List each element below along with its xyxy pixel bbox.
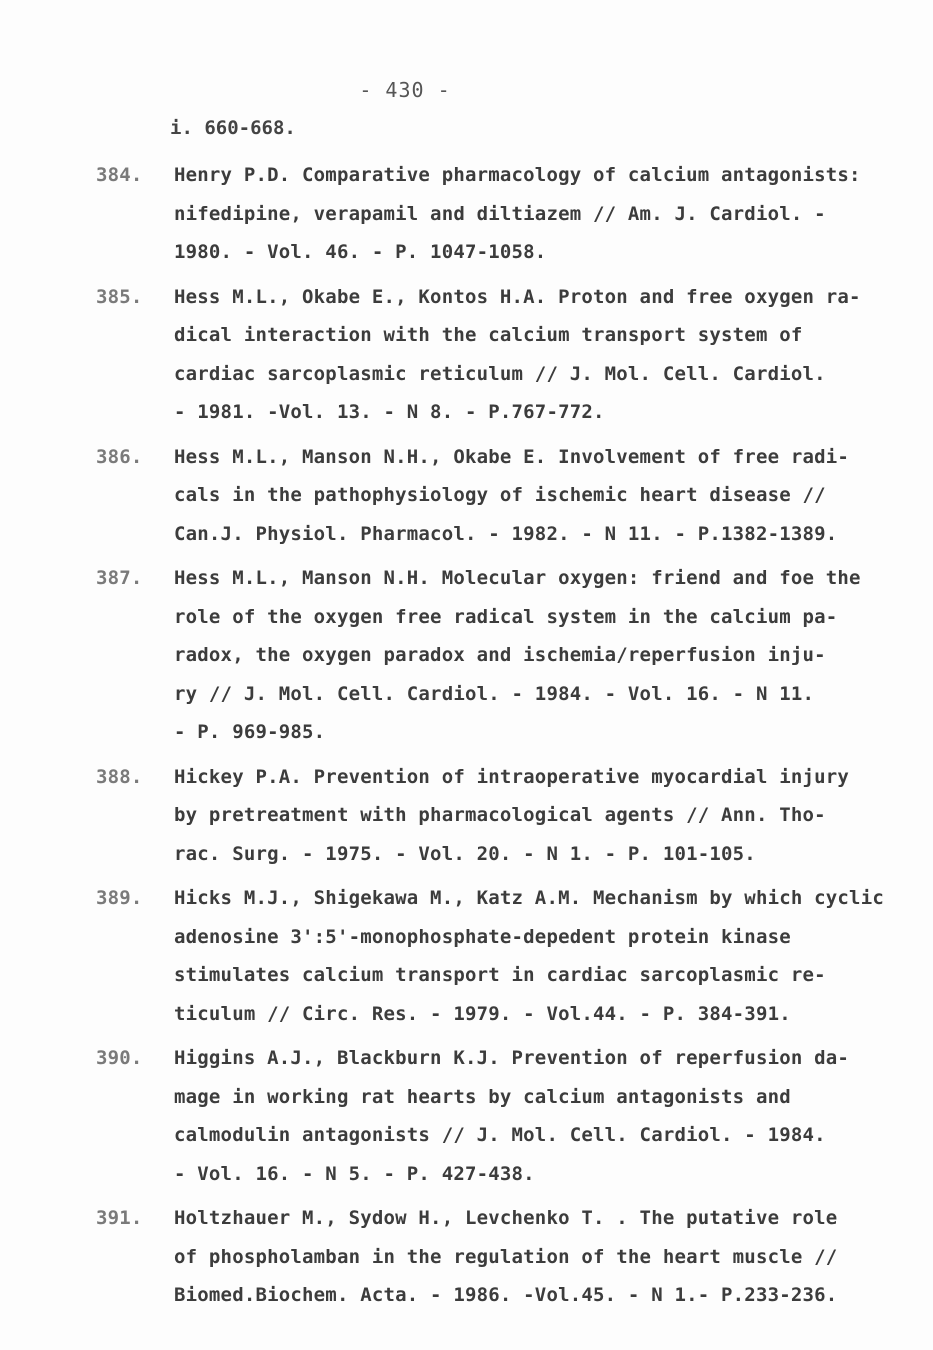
reference-text-line: Hicks M.J., Shigekawa M., Katz A.M. Mechanism by which cyclic [174, 887, 884, 909]
reference-entry [96, 559, 886, 752]
reference-text-line: Hickey P.A. Prevention of intraoperative myocardial injury [174, 765, 850, 788]
reference-text-line: dical interaction with the calcium transport system of [174, 324, 803, 346]
reference-text-line: rac. Surg. - 1975. - Vol. 20. - N 1. - P. 101-105. [174, 842, 756, 865]
reference-text-line: calmodulin antagonists // J. Mol. Cell. Cardiol. - 1984. [174, 1124, 826, 1146]
reference-text-line: Higgins A.J., Blackburn K.J. Prevention of reperfusion da- [174, 1047, 850, 1069]
reference-entry [96, 758, 886, 874]
reference-list [96, 156, 886, 1321]
reference-text-line: ticulum // Circ. Res. - 1979. - Vol.44. - P. 384-391. [174, 1002, 791, 1025]
reference-number: 385. [96, 285, 143, 308]
reference-text-line: Holtzhauer M., Sydow H., Levchenko T. . The putative role [174, 1207, 838, 1229]
reference-number: 387. [96, 567, 143, 589]
page-number: - 430 - [359, 78, 451, 102]
reference-entry [96, 438, 886, 554]
reference-entry [96, 278, 886, 432]
reference-text-line: Hess M.L., Okabe E., Kontos H.A. Proton and free oxygen ra- [174, 285, 861, 308]
reference-text-line: radox, the oxygen paradox and ischemia/reperfusion inju- [174, 644, 826, 666]
reference-text-line: Henry P.D. Comparative pharmacology of calcium antagonists: [174, 164, 861, 186]
reference-text-line: - P. 969-985. [174, 721, 326, 743]
reference-number: 391. [96, 1207, 143, 1229]
reference-text-line: ry // J. Mol. Cell. Cardiol. - 1984. - Vol. 16. - N 11. [174, 682, 815, 705]
reference-entry [96, 1039, 886, 1193]
reference-text-line: stimulates calcium transport in cardiac sarcoplasmic re- [174, 964, 826, 986]
reference-text-line: Biomed.Biochem. Acta. - 1986. -Vol.45. - N 1.- P.233-236. [174, 1284, 838, 1306]
reference-entry [96, 156, 886, 272]
reference-text-line: Can.J. Physiol. Pharmacol. - 1982. - N 11. - P.1382-1389. [174, 522, 838, 545]
reference-text-line: by pretreatment with pharmacological agents // Ann. Tho- [174, 804, 826, 826]
reference-number: 384. [96, 164, 143, 186]
reference-text-line: of phospholamban in the regulation of the heart muscle // [174, 1245, 838, 1268]
reference-text-line: cardiac sarcoplasmic reticulum // J. Mol. Cell. Cardiol. [174, 362, 826, 385]
reference-text-line: - Vol. 16. - N 5. - P. 427-438. [174, 1162, 535, 1185]
continuation-line: i. 660-668. [170, 117, 296, 139]
reference-text-line: cals in the pathophysiology of ischemic heart disease // [174, 484, 826, 506]
reference-text-line: nifedipine, verapamil and diltiazem // Am. J. Cardiol. - [174, 202, 826, 225]
reference-entry [96, 879, 886, 1033]
reference-text-line: role of the oxygen free radical system in the calcium pa- [174, 605, 838, 628]
reference-text-line: - 1981. -Vol. 13. - N 8. - P.767-772. [174, 401, 605, 423]
reference-text-line: Hess M.L., Manson N.H. Molecular oxygen: friend and foe the [174, 567, 861, 589]
reference-text-line: mage in working rat hearts by calcium antagonists and [174, 1085, 791, 1108]
reference-number: 389. [96, 887, 143, 909]
reference-entry [96, 1199, 886, 1315]
reference-text-line: Hess M.L., Manson N.H., Okabe E. Involvement of free radi- [174, 445, 850, 468]
reference-text-line: adenosine 3':5'-monophosphate-depedent protein kinase [174, 925, 791, 948]
reference-number: 390. [96, 1047, 143, 1069]
reference-number: 388. [96, 765, 143, 788]
reference-text-line: 1980. - Vol. 46. - P. 1047-1058. [174, 241, 547, 263]
reference-number: 386. [96, 445, 143, 468]
